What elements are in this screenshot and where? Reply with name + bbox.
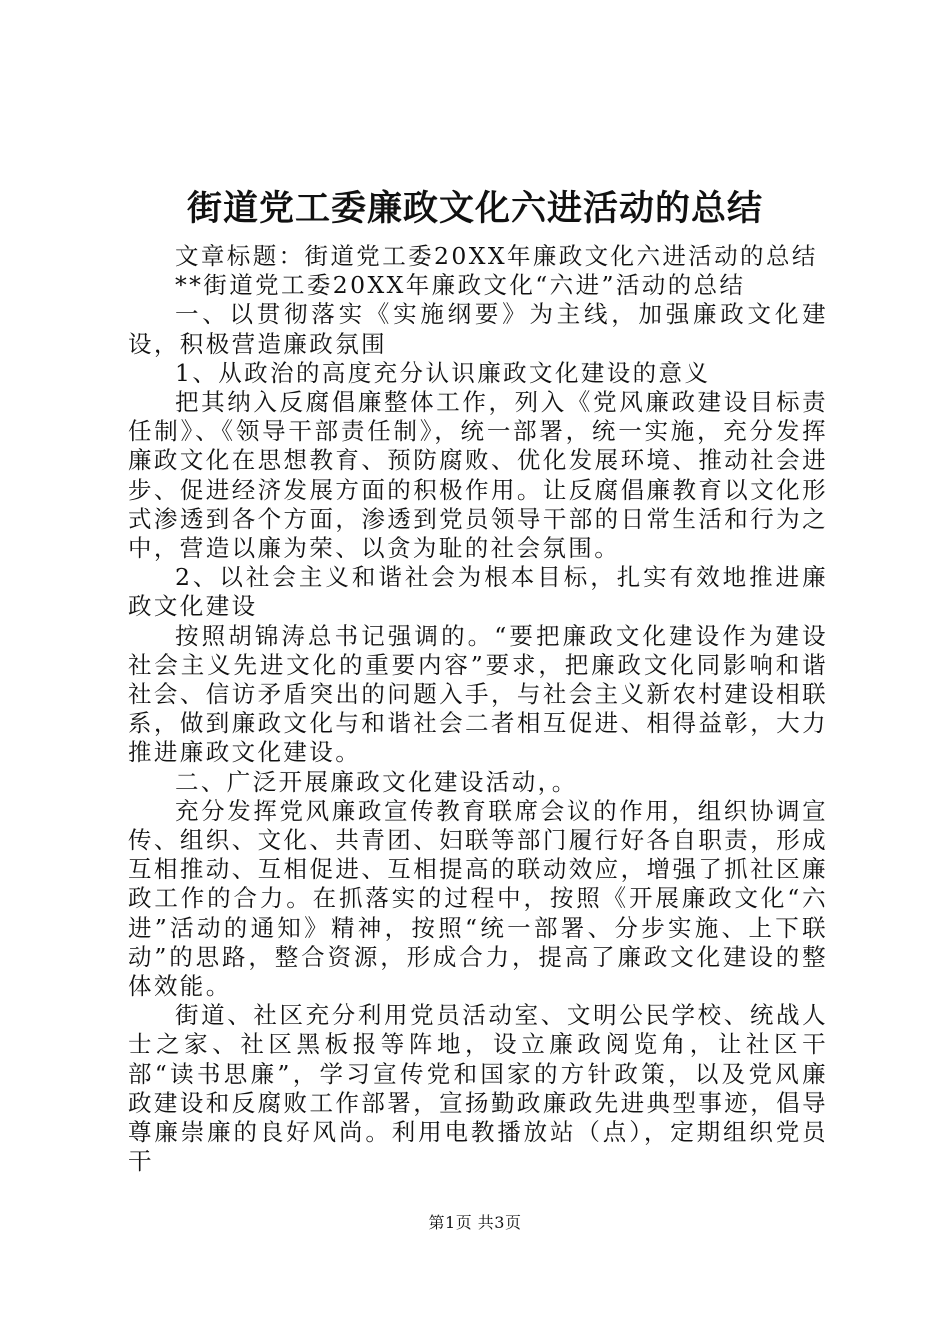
page-number-footer: 第1页 共3页 — [428, 1213, 522, 1232]
paragraph-item-1-body: 把其纳入反腐倡廉整体工作，列入《党风廉政建设目标责任制》、《领导干部责任制》，统一部署，统一实施，充分发挥廉政文化在思想教育、预防腐败、优化发展环境、推动社会进步、促进经济发展方面的积极作用。让反腐倡廉教育以文化形式渗透到各个方面，渗透到党员领导干部的日常生活和行为之中，营造以廉为荣、以贪为耻的社会氛围。 — [128, 388, 828, 563]
document-title: 街道党工委廉政文化六进活动的总结 — [186, 189, 763, 229]
paragraph-item-2-body: 按照胡锦涛总书记强调的。“要把廉政文化建设作为建设社会主义先进文化的重要内容”要求，把廉政文化同影响和谐社会、信访矛盾突出的问题入手，与社会主义新农村建设相联系，做到廉政文化与和谐社会二者相互促进、相得益彰，大力推进廉政文化建设。 — [128, 621, 828, 767]
paragraph-item-1-heading: 1、从政治的高度充分认识廉政文化建设的意义 — [175, 358, 711, 387]
paragraph-item-2-heading: 2、以社会主义和谐社会为根本目标，扎实有效地推进廉政文化建设 — [128, 563, 828, 621]
document-body — [128, 242, 828, 1177]
paragraph-article-title: 文章标题：街道党工委20XX年廉政文化六进活动的总结 — [175, 242, 818, 270]
paragraph-section-2-heading: 二、广泛开展廉政文化建设活动，。 — [175, 767, 578, 796]
paragraph-section-1-heading: 一、以贯彻落实《实施纲要》为主线，加强廉政文化建设，积极营造廉政氛围 — [128, 300, 828, 358]
paragraph-section-2-body-2: 街道、社区充分利用党员活动室、文明公民学校、统战人士之家、社区黑板报等阵地，设立廉政阅览角，让社区干部“读书思廉”，学习宣传党和国家的方针政策，以及党风廉政建设和反腐败工作部署，宣扬勤政廉政先进典型事迹，倡导尊廉崇廉的良好风尚。利用电教播放站（点），定期组织党员干 — [128, 1001, 828, 1176]
paragraph-section-2-body-1: 充分发挥党风廉政宣传教育联席会议的作用，组织协调宣传、组织、文化、共青团、妇联等部门履行好各自职责，形成互相推动、互相促进、互相提高的联动效应，增强了抓社区廉政工作的合力。在抓落实的过程中，按照《开展廉政文化“六进”活动的通知》精神，按照“统一部署、分步实施、上下联动”的思路，整合资源，形成合力，提高了廉政文化建设的整体效能。 — [128, 796, 828, 1001]
paragraph-subtitle: **街道党工委20XX年廉政文化“六进”活动的总结 — [175, 271, 746, 300]
